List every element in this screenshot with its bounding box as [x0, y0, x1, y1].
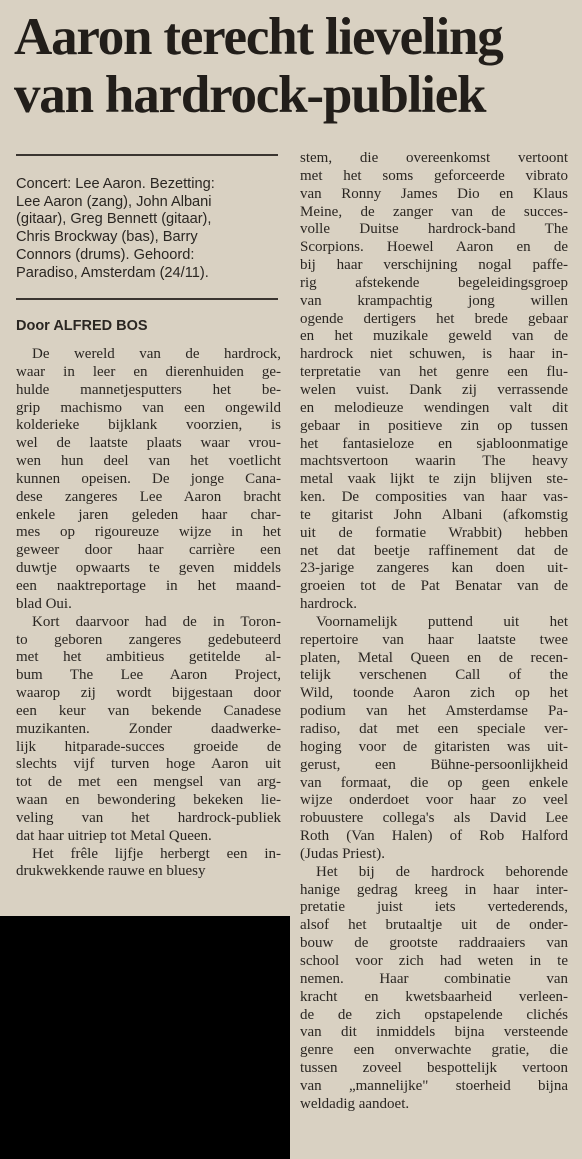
right-body-line: telijk verschenen Call of the: [300, 667, 568, 684]
right-column-body: [300, 150, 568, 1114]
left-body-line: blad Oui.: [16, 595, 72, 612]
right-body-line: rig afstekende begeleidingsgroep: [300, 274, 568, 291]
left-body-line: dat haar uitriep tot Metal Queen.: [16, 827, 212, 844]
right-body-line: hanige gedrag kreeg in haar inter-: [300, 881, 568, 898]
right-body-line: platen, Metal Queen en de recen-: [300, 649, 568, 666]
concert-info-line: Concert: Lee Aaron. Bezetting:: [16, 176, 215, 192]
left-body-line: tot de met een mengsel van arg-: [16, 774, 281, 791]
headline-line-2: van hardrock-publiek: [14, 66, 486, 124]
right-body-line: Het bij de hardrock behorende: [316, 863, 568, 880]
right-body-line: ogende dertigers het brede gebaar: [300, 310, 568, 327]
right-body-line: van „mannelijke" stoerheid bijna: [300, 1077, 568, 1094]
right-body-line: en het muzikale geweld van de: [300, 328, 568, 345]
right-body-line: het fantasieloze en sjabloonmatige: [300, 435, 568, 452]
concert-info-line: Paradiso, Amsterdam (24/11).: [16, 264, 209, 281]
right-body-line: Meine, de zanger van de succes-: [300, 203, 568, 220]
right-body-line: Scorpions. Hoewel Aaron en de: [300, 239, 568, 256]
left-body-line: De wereld van de hardrock,: [32, 346, 281, 362]
left-body-line: waar in leer en dierenhuiden ge-: [16, 363, 281, 380]
left-body-line: bum The Lee Aaron Project,: [16, 667, 281, 684]
left-body-line: hulde mannetjesputters het be-: [16, 381, 281, 398]
right-body-line: met het soms geforceerde vibrato: [300, 167, 568, 184]
right-body-line: 23-jarige zangeres kan doen uit-: [300, 560, 568, 577]
right-body-line: volle Duitse hardrock-band The: [300, 221, 568, 238]
left-body-line: slechts vijf turven hoge Aaron uit: [16, 756, 281, 773]
left-body-line: veling van het hardrock-publiek: [16, 809, 281, 826]
left-body-line: geweer door haar carrière een: [16, 542, 281, 559]
right-body-line: gebaar in positieve zin op tussen: [300, 417, 568, 434]
right-body-line: bij haar verschijning nogal paffe-: [300, 257, 568, 274]
right-body-line: kracht en kwetsbaarheid verleen-: [300, 988, 568, 1005]
left-body-line: kunnen opeisen. De jonge Cana-: [16, 470, 281, 487]
left-body-line: lijk hitparade-succes groeide de: [16, 738, 281, 755]
right-body-line: net dat beetje raffinement dat de: [300, 542, 568, 559]
left-body-line: waarop zij wordt bijgestaan door: [16, 685, 281, 702]
right-body-line: en melodieuze wendingen valt dit: [300, 399, 568, 416]
right-body-line: ken. De composities van haar vas-: [300, 489, 568, 506]
left-body-line: duwtje opwaarts te geven middels: [16, 560, 281, 577]
right-body-line: radiso, dat met een speciale ver-: [300, 721, 568, 737]
right-body-line: genre een onverwachte gratie, die: [300, 1042, 568, 1059]
right-body-line: van krampachtig jong willen: [300, 292, 568, 309]
left-body-line: dese zangeres Lee Aaron bracht: [16, 488, 281, 505]
right-body-line: te gitarist John Albani (afkomstig: [300, 506, 568, 523]
right-body-line: podium van het Amsterdamse Pa-: [300, 703, 568, 720]
right-body-line: Voornamelijk puttend uit het: [316, 613, 568, 630]
left-body-line: muzikanten. Zonder daadwerke-: [16, 720, 281, 737]
concert-info-line: Lee Aaron (zang), John Albani: [16, 193, 212, 210]
right-body-line: alsof het brutaaltje uit de onder-: [300, 917, 568, 934]
right-body-line: school voor zich had weten in te: [300, 952, 568, 969]
right-body-line: van dit inmiddels bijna versteende: [300, 1024, 568, 1041]
left-body-line: waan en bewondering bekeken lie-: [16, 792, 281, 809]
right-body-line: uit de formatie Wrabbit) hebben: [300, 524, 568, 541]
left-body-line: kolderieke bijklank voorzien, is: [16, 417, 281, 434]
right-body-line: de de zich opstapelende clichés: [300, 1006, 568, 1023]
left-body-line: to geboren zangeres gedebuteerd: [16, 631, 281, 648]
left-body-line: een naaktreportage in het maand-: [16, 577, 281, 594]
redacted-area: [0, 916, 290, 1159]
right-body-line: Wild, toonde Aaron zich op het: [300, 685, 568, 702]
right-body-line: hoging voor de gitaristen was uit-: [300, 738, 568, 755]
right-body-line: gerust, een Bühne-persoonlijkheid: [300, 756, 568, 773]
right-body-line: van Ronny James Dio en Klaus: [300, 185, 568, 202]
left-body-line: mes op rigoureuze wijze in het: [16, 524, 281, 541]
right-body-line: groeien tot de Pat Benatar van de: [300, 578, 568, 595]
right-body-line: nemen. Haar combinatie van: [300, 970, 568, 987]
headline-rule: [16, 154, 278, 156]
left-body-line: grip machismo van een ongewild: [16, 399, 281, 416]
concert-info-line: Chris Brockway (bas), Barry: [16, 229, 198, 246]
concert-info-line: Connors (drums). Gehoord:: [16, 246, 195, 263]
right-body-line: wijze onderdoet voor haar zo veel: [300, 792, 568, 809]
concert-info: [16, 176, 281, 282]
right-body-line: bouw de grootste raddraaiers van: [300, 935, 568, 952]
right-body-line: robuustere collega's als David Lee: [300, 810, 568, 827]
concert-info-line: (gitaar), Greg Bennett (gitaar),: [16, 211, 212, 228]
left-body-line: een keur van bekende Canadese: [16, 702, 281, 719]
left-body-line: wen hun deel van het voetlicht: [16, 453, 281, 470]
right-body-line: pretatie juist iets vertederends,: [300, 899, 568, 916]
right-body-line: (Judas Priest).: [300, 845, 385, 862]
left-column-body: [16, 346, 281, 881]
right-body-line: Roth (Van Halen) of Rob Halford: [300, 828, 568, 845]
byline: Door ALFRED BOS: [16, 318, 148, 334]
right-body-line: machtsvertoon waarin The heavy: [300, 453, 568, 470]
right-body-line: hardrock.: [300, 596, 358, 613]
headline-line-1: Aaron terecht lieveling: [14, 8, 503, 66]
left-body-line: Het frêle lijfje herbergt een in-: [32, 845, 281, 862]
right-body-line: van formaat, die op geen enkele: [300, 774, 568, 791]
left-body-line: wel de laatste plaats waar vrou-: [16, 435, 281, 452]
right-body-line: welen vuist. Dank zij verrassende: [300, 381, 568, 398]
right-body-line: stem, die overeenkomst vertoont: [300, 150, 568, 166]
right-body-line: tussen zoveel bespottelijk vertoon: [300, 1060, 568, 1077]
right-body-line: weldadig aandoet.: [300, 1095, 410, 1112]
right-body-line: terpretatie van het genre een flu-: [300, 364, 568, 381]
info-rule: [16, 298, 278, 300]
left-body-line: Kort daarvoor had de in Toron-: [32, 613, 281, 630]
left-body-line: met het ambitieus getitelde al-: [16, 649, 281, 666]
right-body-line: hardrock niet schuwen, is haar in-: [300, 346, 568, 363]
left-body-line: enkele jaren geleden haar char-: [16, 506, 281, 523]
right-body-line: repertoire van haar laatste twee: [300, 631, 568, 648]
left-body-line: drukwekkende rauwe en bluesy: [16, 863, 206, 880]
right-body-line: metal vaak lijkt te zijn blijven ste-: [300, 471, 568, 488]
headline: [14, 8, 576, 124]
